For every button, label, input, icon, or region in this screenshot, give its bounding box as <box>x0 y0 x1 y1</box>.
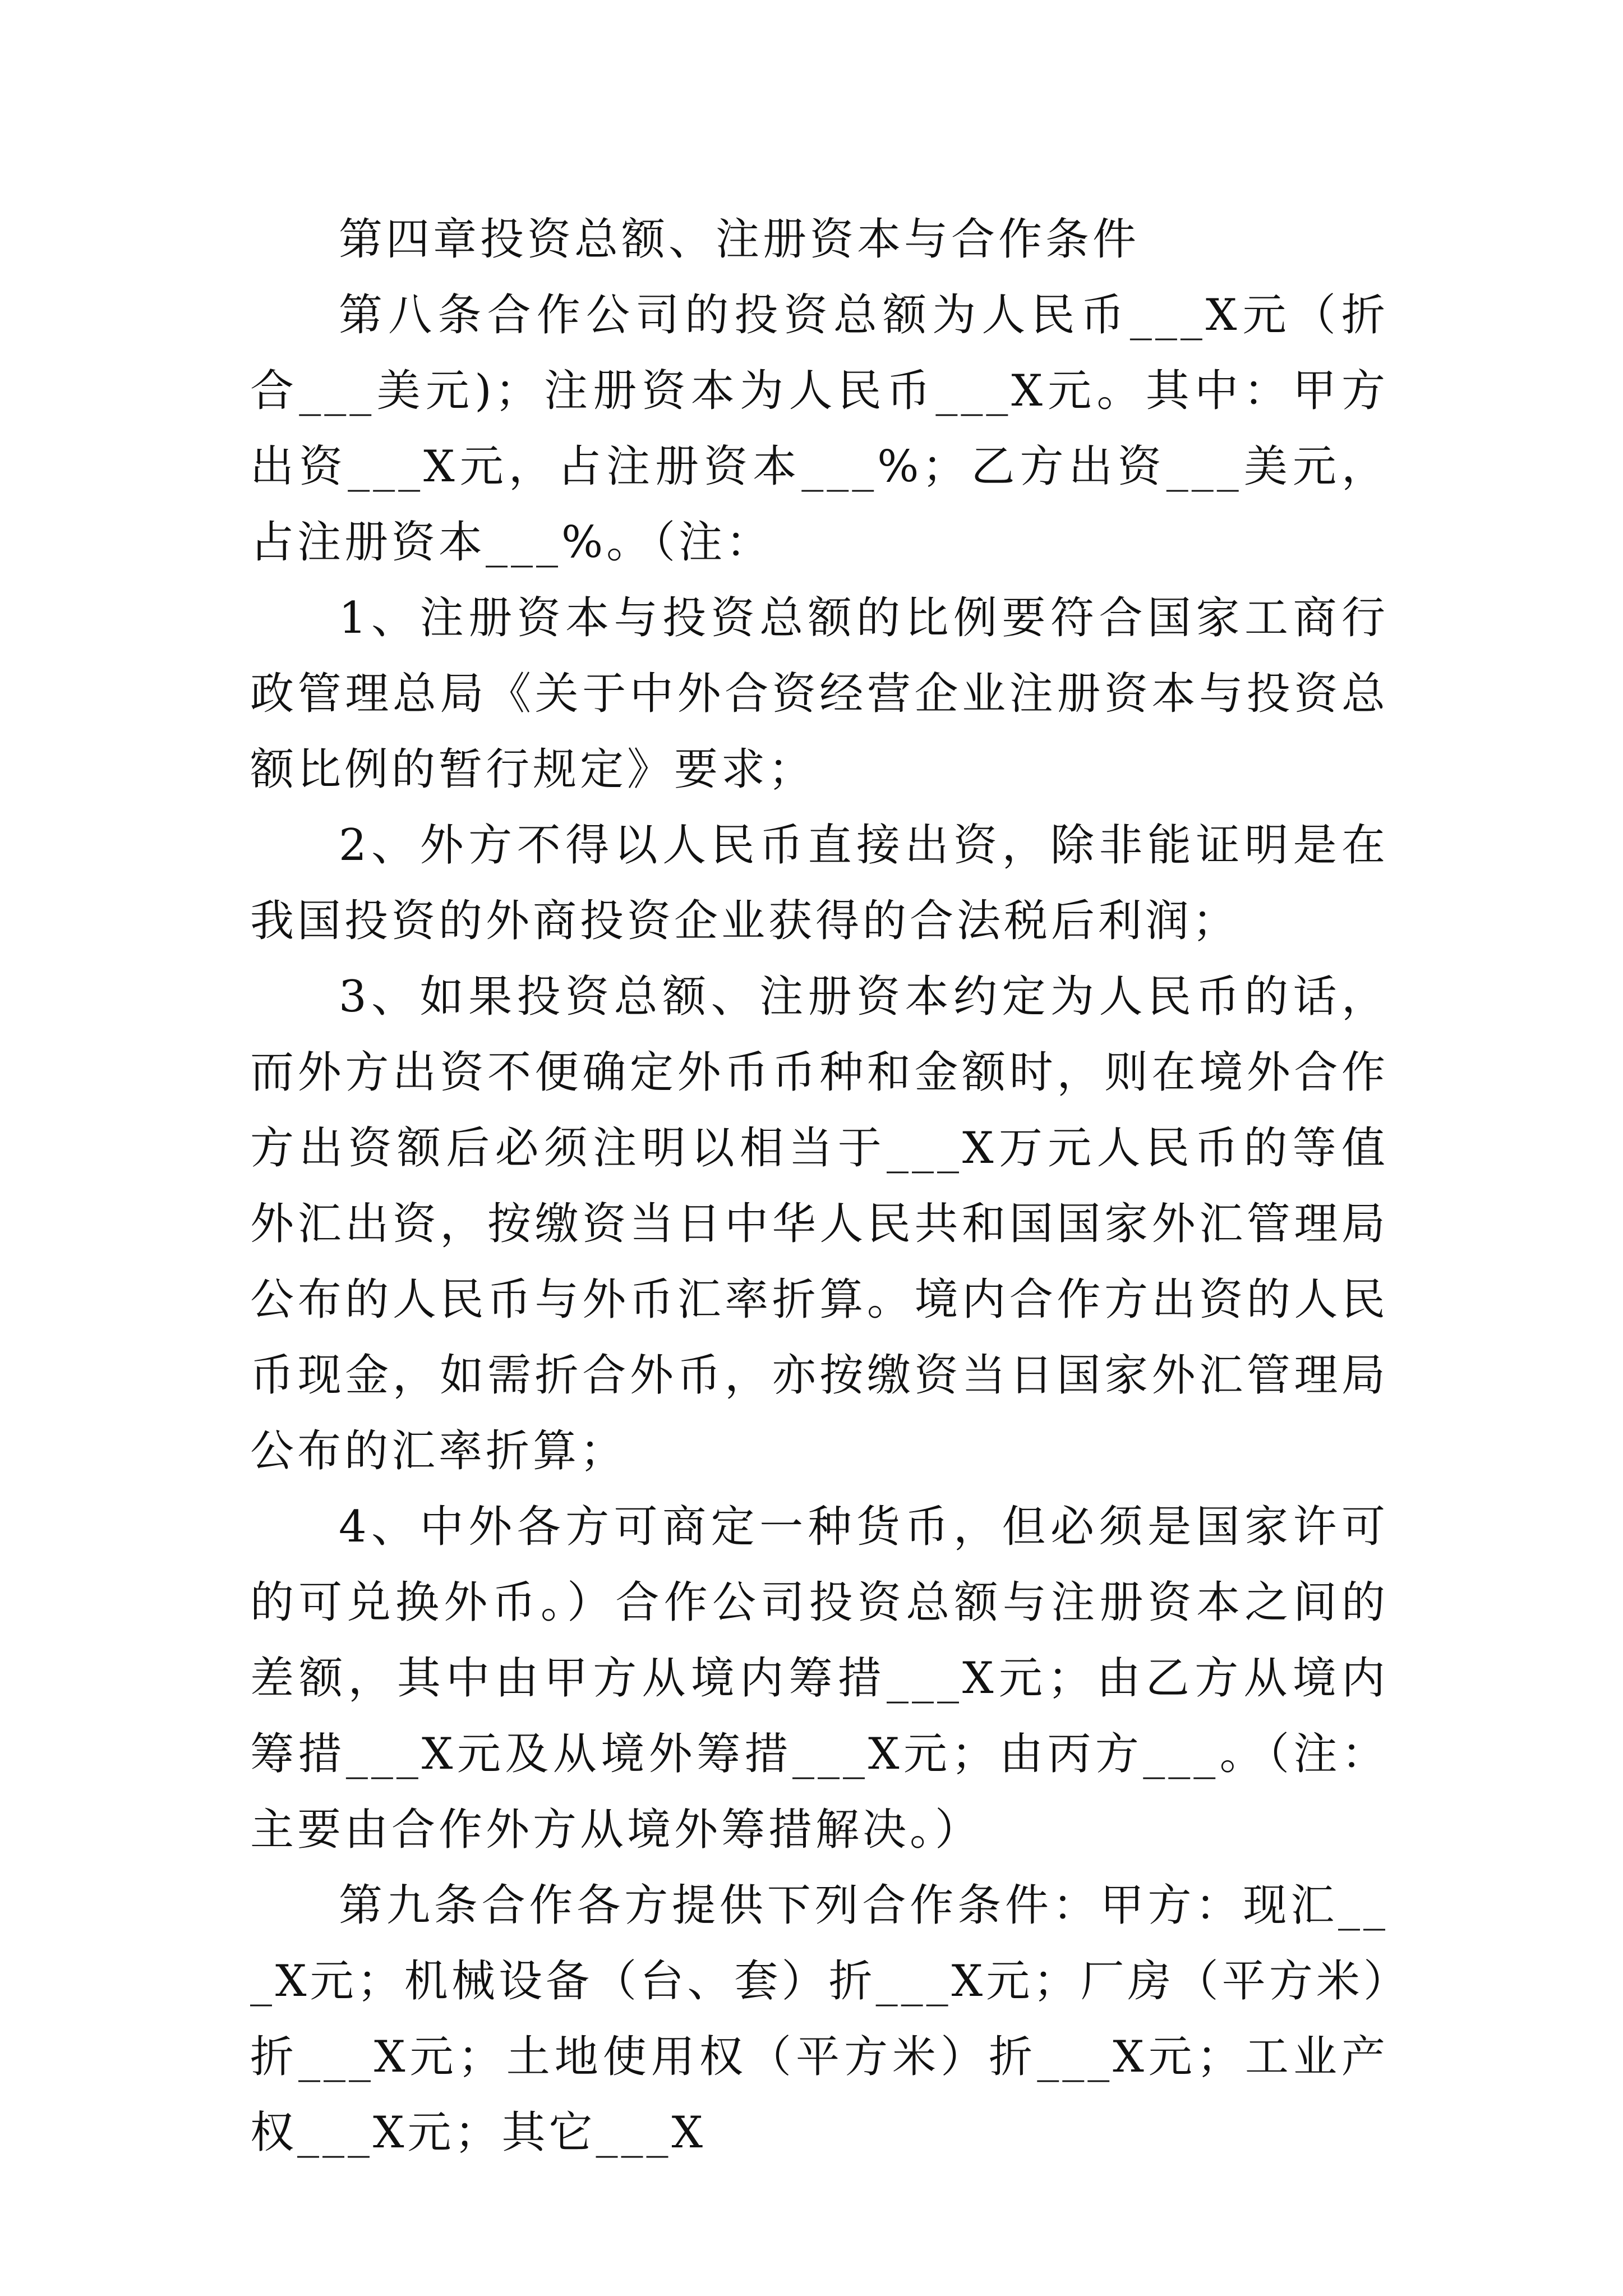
article-9-paragraph: 第九条合作各方提供下列合作条件：甲方：现汇___X元；机械设备（台、套）折___X元；厂房（平方米）折___X元；土地使用权（平方米）折___X元；工业产权___X元；其它___X <box>250 1880 1389 2158</box>
note-2-paragraph: 2、外方不得以人民币直接出资，除非能证明是在我国投资的外商投资企业获得的合法税后利润； <box>250 820 1389 946</box>
note-4-paragraph: 4、中外各方可商定一种货币，但必须是国家许可的可兑换外币。）合作公司投资总额与注册资本之间的差额，其中由甲方从境内筹措___X元；由乙方从境内筹措___X元及从境外筹措___X元；由丙方___。（注：主要由合作外方从境外筹措解决。） <box>250 1502 1389 1855</box>
chapter-heading: 第四章投资总额、注册资本与合作条件 <box>339 214 1140 265</box>
article-8-paragraph: 第八条合作公司的投资总额为人民币___X元（折合___美元)；注册资本为人民币___X元。其中：甲方出资___X元，占注册资本___%；乙方出资___美元，占注册资本___%。（注： <box>250 290 1389 568</box>
note-1-paragraph: 1、注册资本与投资总额的比例要符合国家工商行政管理总局《关于中外合资经营企业注册资本与投资总额比例的暂行规定》要求； <box>250 593 1389 795</box>
document-body <box>250 202 1389 2171</box>
note-3-paragraph: 3、如果投资总额、注册资本约定为人民币的话，而外方出资不便确定外币币种和金额时，则在境外合作方出资额后必须注明以相当于___X万元人民币的等值外汇出资，按缴资当日中华人民共和国国家外汇管理局公布的人民币与外币汇率折算。境内合作方出资的人民币现金，如需折合外币，亦按缴资当日国家外汇管理局公布的汇率折算； <box>250 972 1389 1476</box>
